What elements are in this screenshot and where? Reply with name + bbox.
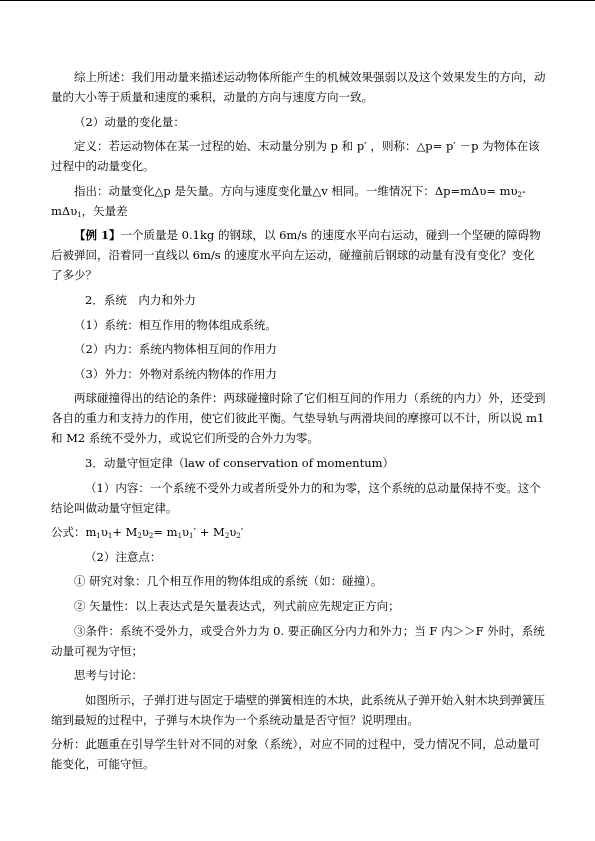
discussion-question: 如图所示，子弹打进与固定于墙壁的弹簧相连的木块，此系统从子弹开始入射木块到弹簧压缩到最短的过程中，子弹与木块作为一个系统动量是否守恒？说明理由。	[51, 692, 545, 727]
example-1-paragraph: 【例 1】一个质量是 0.1kg 的钢球，以 6m/s 的速度水平向右运动，碰到一个坚硬的障碍物后被弹回，沿着同一直线以 6m/s 的速度水平向左运动，碰撞前后钢球的动量有没有变化？变化了多少？	[51, 228, 541, 283]
collision-conditions-paragraph: 两球碰撞得出的结论的条件：两球碰撞时除了它们相互间的作用力（系统的内力）外，还受到各自的重力和支持力的作用，使它们彼此平衡。气垫导轨与两滑块间的摩擦可以不计，所以说 m1 和 M2 系统不受外力，或说它们所受的合外力为零。	[51, 391, 546, 446]
header-rule	[0, 0, 595, 1]
external-force-definition: （3）外力：外物对系统内物体的作用力	[74, 366, 277, 381]
note-vector: ② 矢量性：以上表达式是矢量表达式，列式前应先规定正方向；	[74, 598, 400, 613]
system-definition: （1）系统：相互作用的物体组成系统。	[74, 317, 277, 332]
note-condition: ③条件：系统不受外力，或受合外力为 0. 要正确区分内力和外力；当 F 内＞＞F 外时，系统动量可视为守恒；	[51, 623, 545, 658]
internal-force-definition: （2）内力：系统内物体相互间的作用力	[74, 342, 277, 357]
document-body	[51, 67, 546, 779]
section-momentum-change-heading: （2）动量的变化量：	[74, 114, 185, 129]
note-research-object: ① 研究对象：几个相互作用的物体组成的系统（如：碰撞）。	[74, 574, 383, 589]
section-system-heading: 2．系统 内力和外力	[85, 292, 196, 307]
definition-paragraph: 定义：若运动物体在某一过程的始、末动量分别为 p 和 p′ ，则称：△p= p′ －p 为物体在该过程中的动量变化。	[51, 139, 540, 174]
analysis-paragraph: 分析：此题重在引导学生针对不同的对象（系统），对应不同的过程中，受力情况不同，总动量可能变化，可能守恒。	[51, 737, 540, 772]
formula-line: 公式：$m_1\upsilon_1+ M_2\upsilon_2= m_1\upsilon_1' + M_2\upsilon_2'$	[51, 525, 244, 541]
summary-paragraph: 综上所述：我们用动量来描述运动物体所能产生的机械效果强弱以及这个效果发生的方向，动量的大小等于质量和速度的乘积，动量的方向与速度方向一致。	[51, 70, 546, 104]
note-paragraph: 指出：动量变化△p 是矢量。方向与速度变化量△v 相同。一维情况下：$\Delta p=m\Delta\upsilon= m\upsilon_2-$ mΔυ$_1$，矢量差	[51, 183, 526, 219]
section-conservation-heading: 3．动量守恒定律（law of conservation of momentum）	[85, 455, 395, 470]
discussion-heading: 思考与讨论：	[74, 668, 143, 683]
law-content-paragraph: （1）内容：一个系统不受外力或者所受外力的和为零，这个系统的总动量保持不变。这个结论叫做动量守恒定律。	[51, 480, 541, 515]
example-label: 【例 1】	[74, 228, 121, 243]
notes-heading: （2）注意点：	[85, 549, 162, 564]
